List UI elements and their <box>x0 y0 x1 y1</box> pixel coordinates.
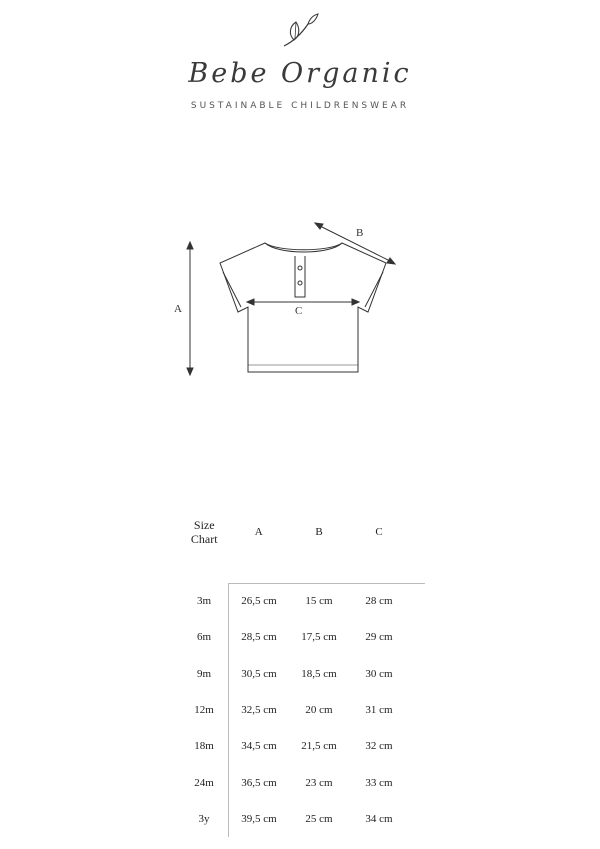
table-row <box>180 656 425 692</box>
size-chart-title: Size Chart <box>190 518 218 546</box>
column-header-a: A <box>254 526 263 538</box>
dimension-label-a: A <box>174 303 182 315</box>
column-header-c: C <box>375 526 383 538</box>
table-cell: 23 cm <box>305 776 333 789</box>
table-row <box>180 583 425 619</box>
leaf-icon <box>280 12 322 52</box>
row-size-label: 6m <box>196 631 212 644</box>
table-cell: 30,5 cm <box>229 656 290 692</box>
table-cell: 26,5 cm <box>229 583 290 619</box>
table-cell: 29 cm <box>365 631 393 644</box>
table-row <box>180 764 425 800</box>
column-header-b: B <box>315 526 323 538</box>
table-cell: 30 cm <box>365 667 393 680</box>
tshirt-diagram <box>160 215 420 385</box>
table-row <box>180 728 425 764</box>
table-cell: 17,5 cm <box>301 631 337 644</box>
table-row <box>180 619 425 655</box>
table-cell: 28 cm <box>365 595 393 608</box>
table-cell: 39,5 cm <box>229 801 290 837</box>
table-row <box>180 692 425 728</box>
dimension-label-b: B <box>356 227 364 239</box>
table-cell: 28,5 cm <box>229 619 290 655</box>
table-cell: 25 cm <box>305 812 333 825</box>
table-cell: 32,5 cm <box>229 692 290 728</box>
row-size-label: 18m <box>194 740 214 753</box>
size-chart-table <box>180 515 425 837</box>
brand-header <box>0 0 600 130</box>
row-size-label: 12m <box>194 704 214 717</box>
table-cell: 15 cm <box>305 595 333 608</box>
dimension-label-c: C <box>295 305 303 317</box>
table-cell: 21,5 cm <box>301 740 337 753</box>
table-cell: 34,5 cm <box>229 728 290 764</box>
brand-name: Bebe Organic <box>188 58 412 89</box>
table-cell: 34 cm <box>365 812 393 825</box>
table-cell: 31 cm <box>365 704 393 717</box>
row-size-label: 3y <box>198 812 210 825</box>
table-cell: 36,5 cm <box>229 764 290 800</box>
row-size-label: 3m <box>196 595 212 608</box>
table-cell: 20 cm <box>305 704 333 717</box>
tshirt-henley-icon <box>220 243 386 372</box>
table-cell: 33 cm <box>365 776 393 789</box>
table-cell: 32 cm <box>365 740 393 753</box>
row-size-label: 24m <box>194 776 214 789</box>
table-row <box>180 801 425 837</box>
table-cell: 18,5 cm <box>301 667 337 680</box>
row-size-label: 9m <box>196 667 212 680</box>
brand-tagline: SUSTAINABLE CHILDRENSWEAR <box>190 101 410 111</box>
